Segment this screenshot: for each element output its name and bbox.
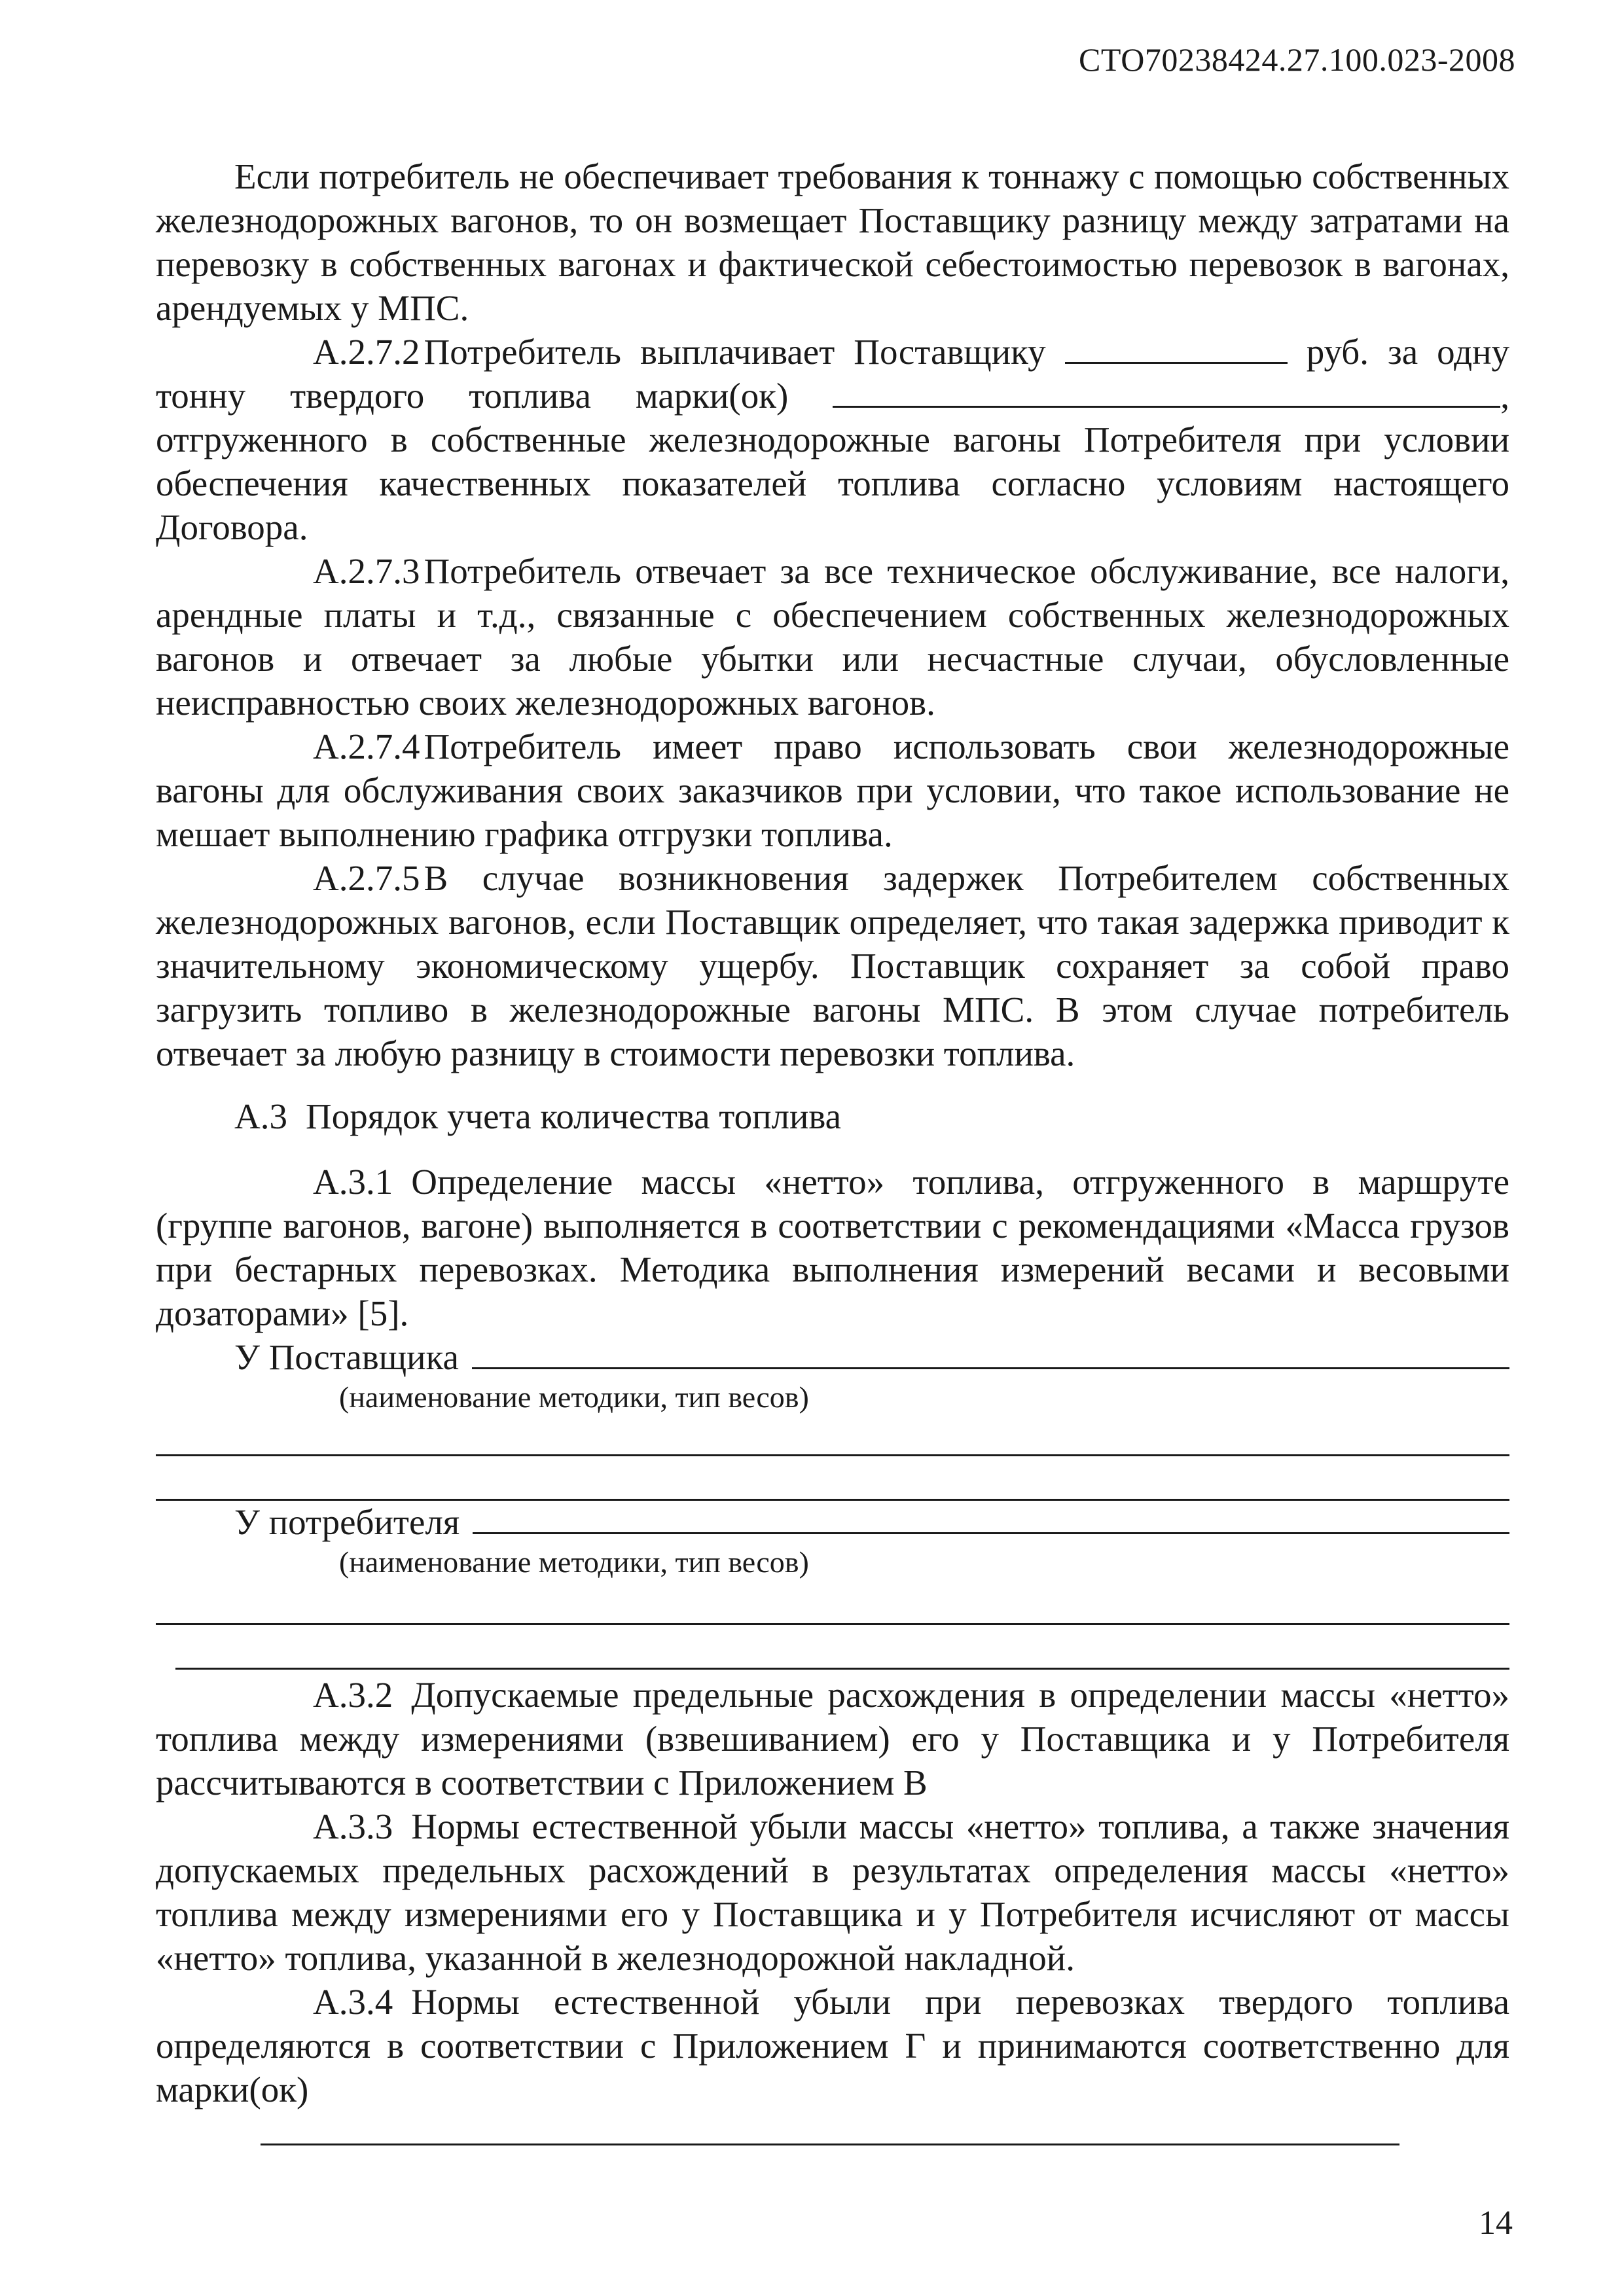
paragraph-a-2-7-2 bbox=[156, 330, 1509, 549]
paragraph-a-3-1 bbox=[156, 1160, 1509, 1335]
supplier-method-field[interactable] bbox=[472, 1338, 1509, 1369]
clause-text: Потребитель имеет право использовать свои железнодорожные вагоны для обслуживания своих заказчиков при условии, что такое использование не мешает выполнению графика отгрузки топлива. bbox=[156, 726, 1509, 854]
clause-text-2: руб. за одну тонну твердого топлива марки(ок) bbox=[156, 332, 1510, 416]
clause-text: Нормы естественной убыли массы «нетто» топлива, а также значения допускаемых предельных расхождений в результатах определения массы «нетто» топлива между измерениями его у Поставщика и у Потребителя исчисляют от массы «нетто» топлива, указанной в железнодорожной накладной. bbox=[156, 1806, 1509, 1978]
clause-text: Определение массы «нетто» топлива, отгруженного в маршруте (группе вагонов, вагоне) выполняется в соответствии с рекомендациями «Масса грузов при бестарных перевозках. Методика выполнения измерений весами и весовыми дозаторами» [5]. bbox=[156, 1162, 1509, 1333]
body-block-2 bbox=[156, 1160, 1509, 1416]
clause-number: А.3.1 bbox=[313, 1162, 393, 1202]
supplier-method-row bbox=[156, 1335, 1509, 1379]
clause-text-3: , отгруженного в собственные железнодорожные вагоны Потребителя при условии обеспечения качественных показателей топлива согласно условиям настоящего Договора. bbox=[156, 376, 1509, 547]
clause-number: А.3.4 bbox=[313, 1982, 393, 2022]
supplier-extra-line-1[interactable] bbox=[156, 1454, 1509, 1456]
clause-text: Потребитель отвечает за все техническое обслуживание, все налоги, арендные платы и т.д., связанные с обеспечением собственных железнодорожных вагонов и отвечает за любые убытки или несчастные случаи, обусловленные неисправностью своих железнодорожных вагонов. bbox=[156, 551, 1509, 723]
clause-text: Допускаемые предельные расхождения в определении массы «нетто» топлива между измерениями (взвешиванием) его у Поставщика и у Потребителя рассчитываются в соответствии с Приложением В bbox=[156, 1675, 1509, 1803]
paragraph-a-3-4 bbox=[156, 1980, 1509, 2155]
consumer-extra-line-1[interactable] bbox=[156, 1623, 1509, 1625]
section-a3 bbox=[156, 1094, 1509, 1138]
document-code: СТО70238424.27.100.023-2008 bbox=[1079, 41, 1515, 78]
section-heading bbox=[156, 1094, 1509, 1138]
consumer-method-row bbox=[156, 1500, 1509, 1544]
paragraph-a-3-3 bbox=[156, 1804, 1509, 1980]
paragraph-intro: Если потребитель не обеспечивает требования к тоннажу с помощью собственных железнодорожных вагонов, то он возмещает Поставщику разницу между затратами на перевозку в собственных вагонах и фактической себестоимостью перевозок в вагонах, арендуемых у МПС. bbox=[156, 156, 1509, 328]
clause-number: А.3.3 bbox=[313, 1806, 393, 1846]
paragraph-a-2-7-4 bbox=[156, 725, 1509, 856]
consumer-extra-line-2[interactable] bbox=[175, 1668, 1509, 1670]
paragraph-a-2-7-3 bbox=[156, 549, 1509, 725]
supplier-caption: (наименование методики, тип весов) bbox=[339, 1380, 809, 1414]
clause-number: А.3.2 bbox=[313, 1675, 393, 1715]
consumer-caption: (наименование методики, тип весов) bbox=[339, 1545, 809, 1579]
page-number: 14 bbox=[1479, 2204, 1513, 2242]
clause-number: А.2.7.2 bbox=[313, 332, 420, 372]
clause-text: В случае возникновения задержек Потребителем собственных железнодорожных вагонов, если Поставщик определяет, что такая задержка приводит к значительному экономическому ущербу. Поставщик сохраняет за собой право загрузить топливо в железнодорожные вагоны МПС. В этом случае потребитель отвечает за любую разницу в стоимости перевозки топлива. bbox=[156, 858, 1509, 1073]
paragraph-a-3-2 bbox=[156, 1673, 1509, 1804]
body-block-1 bbox=[156, 154, 1509, 1075]
consumer-block bbox=[156, 1500, 1509, 1581]
section-number: А.3 bbox=[234, 1096, 287, 1136]
grade-blank-field[interactable] bbox=[833, 380, 1500, 408]
clause-number: А.2.7.3 bbox=[313, 551, 420, 591]
consumer-method-field[interactable] bbox=[473, 1503, 1509, 1534]
price-blank-field[interactable] bbox=[1065, 336, 1288, 364]
supplier-label: У Поставщика bbox=[234, 1337, 459, 1377]
section-title: Порядок учета количества топлива bbox=[305, 1096, 842, 1136]
clause-text: Потребитель выплачивает Поставщику bbox=[424, 332, 1046, 372]
consumer-label: У потребителя bbox=[234, 1502, 460, 1542]
body-block-3 bbox=[156, 1673, 1509, 2155]
clause-text: Нормы естественной убыли при перевозках твердого топлива определяются в соответствии с Приложением Г и принимаются соответственно для марки(ок) bbox=[156, 1982, 1509, 2109]
clause-number: А.2.7.4 bbox=[313, 726, 420, 766]
clause-number: А.2.7.5 bbox=[313, 858, 420, 898]
paragraph-a-2-7-5 bbox=[156, 856, 1509, 1075]
grade-list-blank-field[interactable] bbox=[261, 2117, 1399, 2145]
